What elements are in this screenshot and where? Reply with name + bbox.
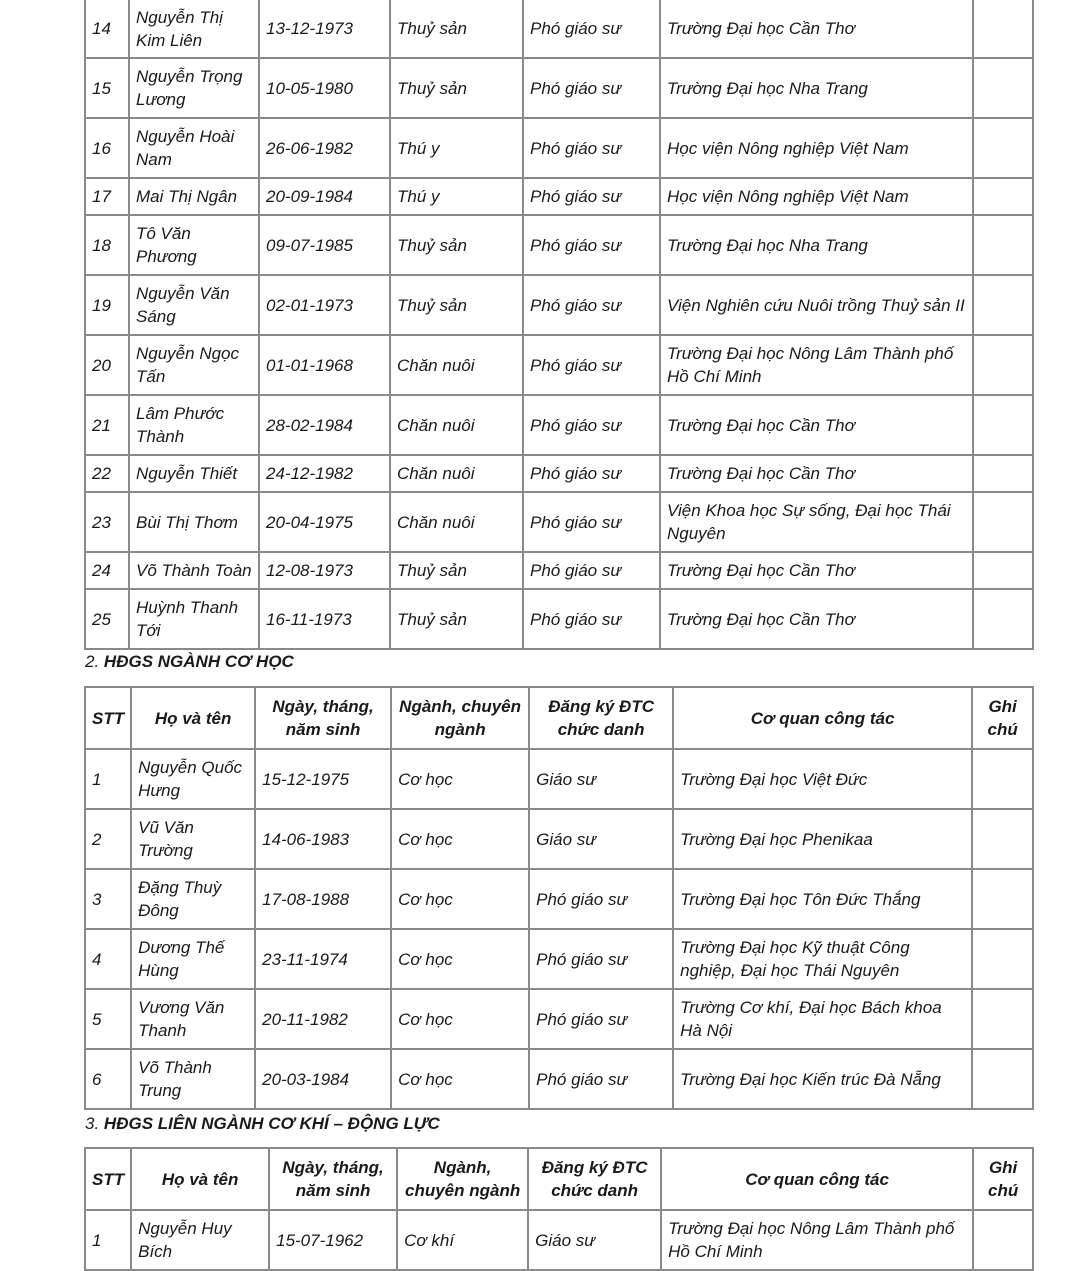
cell-workplace: Trường Đại học Kiến trúc Đà Nẵng bbox=[673, 1049, 972, 1109]
cell-workplace: Trường Đại học Cần Thơ bbox=[660, 589, 973, 649]
table-row bbox=[85, 178, 1033, 215]
cell-birth-date: 10-05-1980 bbox=[259, 58, 390, 118]
cell-note bbox=[972, 929, 1033, 989]
cell-note bbox=[973, 552, 1033, 589]
cell-workplace: Trường Cơ khí, Đại học Bách khoa Hà Nội bbox=[673, 989, 972, 1049]
co-khi-dong-luc-candidate-table bbox=[84, 1147, 1034, 1271]
header-row bbox=[85, 1148, 1033, 1210]
cell-birth-date: 20-04-1975 bbox=[259, 492, 390, 552]
cell-full-name: Nguyễn Quốc Hưng bbox=[131, 749, 255, 809]
cell-title: Phó giáo sư bbox=[523, 335, 660, 395]
table-row bbox=[85, 118, 1033, 178]
cell-birth-date: 13-12-1973 bbox=[259, 0, 390, 58]
cell-birth-date: 28-02-1984 bbox=[259, 395, 390, 455]
table-row bbox=[85, 809, 1033, 869]
cell-title: Phó giáo sư bbox=[529, 989, 673, 1049]
cell-stt: 25 bbox=[85, 589, 129, 649]
cell-stt: 4 bbox=[85, 929, 131, 989]
cell-full-name: Lâm Phước Thành bbox=[129, 395, 259, 455]
section-title: HĐGS NGÀNH CƠ HỌC bbox=[103, 652, 294, 671]
cell-workplace: Trường Đại học Phenikaa bbox=[673, 809, 972, 869]
cell-workplace: Trường Đại học Tôn Đức Thắng bbox=[673, 869, 972, 929]
cell-field: Chăn nuôi bbox=[390, 395, 523, 455]
cell-note bbox=[973, 58, 1033, 118]
cell-field: Cơ học bbox=[391, 989, 529, 1049]
cell-full-name: Nguyễn Huy Bích bbox=[131, 1210, 269, 1270]
column-header: STT bbox=[85, 1148, 131, 1210]
cell-field: Cơ học bbox=[391, 929, 529, 989]
cell-birth-date: 20-09-1984 bbox=[259, 178, 390, 215]
column-header: Họ và tên bbox=[131, 687, 255, 749]
table-row bbox=[85, 929, 1033, 989]
column-header: Ghi chú bbox=[973, 1148, 1033, 1210]
table-row bbox=[85, 335, 1033, 395]
cell-title: Phó giáo sư bbox=[523, 589, 660, 649]
cell-stt: 19 bbox=[85, 275, 129, 335]
column-header: STT bbox=[85, 687, 131, 749]
cell-stt: 2 bbox=[85, 809, 131, 869]
cell-full-name: Nguyễn Thiết bbox=[129, 455, 259, 492]
table-row bbox=[85, 1049, 1033, 1109]
header-row bbox=[85, 687, 1033, 749]
table-row bbox=[85, 275, 1033, 335]
cell-stt: 24 bbox=[85, 552, 129, 589]
cell-note bbox=[972, 809, 1033, 869]
cell-workplace: Trường Đại học Cần Thơ bbox=[660, 0, 973, 58]
section-title: HĐGS LIÊN NGÀNH CƠ KHÍ – ĐỘNG LỰC bbox=[103, 1114, 440, 1133]
cell-stt: 5 bbox=[85, 989, 131, 1049]
cell-title: Giáo sư bbox=[528, 1210, 661, 1270]
column-header: Ngày, tháng, năm sinh bbox=[269, 1148, 397, 1210]
cell-note bbox=[973, 0, 1033, 58]
table-row bbox=[85, 989, 1033, 1049]
cell-stt: 14 bbox=[85, 0, 129, 58]
cell-stt: 20 bbox=[85, 335, 129, 395]
cell-field: Thuỷ sản bbox=[390, 215, 523, 275]
section-number: 2. bbox=[85, 652, 100, 671]
cell-title: Phó giáo sư bbox=[523, 552, 660, 589]
cell-note bbox=[973, 395, 1033, 455]
cell-field: Chăn nuôi bbox=[390, 492, 523, 552]
cell-birth-date: 20-03-1984 bbox=[255, 1049, 391, 1109]
table-row bbox=[85, 749, 1033, 809]
table-row bbox=[85, 395, 1033, 455]
cell-workplace: Trường Đại học Nông Lâm Thành phố Hồ Chí Minh bbox=[660, 335, 973, 395]
cell-full-name: Nguyễn Hoài Nam bbox=[129, 118, 259, 178]
cell-field: Thuỷ sản bbox=[390, 0, 523, 58]
cell-title: Giáo sư bbox=[529, 809, 673, 869]
cell-full-name: Vương Văn Thanh bbox=[131, 989, 255, 1049]
cell-note bbox=[973, 215, 1033, 275]
table-row bbox=[85, 552, 1033, 589]
cell-note bbox=[973, 455, 1033, 492]
cell-workplace: Trường Đại học Việt Đức bbox=[673, 749, 972, 809]
column-header: Ngành, chuyên ngành bbox=[391, 687, 529, 749]
cell-field: Cơ học bbox=[391, 1049, 529, 1109]
cell-title: Phó giáo sư bbox=[523, 455, 660, 492]
candidate-table-continued bbox=[84, 0, 1034, 650]
column-header: Đăng ký ĐTC chức danh bbox=[528, 1148, 661, 1210]
cell-full-name: Võ Thành Trung bbox=[131, 1049, 255, 1109]
cell-note bbox=[973, 589, 1033, 649]
cell-full-name: Nguyễn Thị Kim Liên bbox=[129, 0, 259, 58]
cell-note bbox=[972, 1049, 1033, 1109]
cell-title: Phó giáo sư bbox=[523, 118, 660, 178]
cell-birth-date: 26-06-1982 bbox=[259, 118, 390, 178]
cell-workplace: Trường Đại học Cần Thơ bbox=[660, 395, 973, 455]
table-row bbox=[85, 455, 1033, 492]
table-row bbox=[85, 492, 1033, 552]
cell-birth-date: 09-07-1985 bbox=[259, 215, 390, 275]
table-header bbox=[85, 687, 1033, 749]
cell-note bbox=[972, 869, 1033, 929]
cell-full-name: Bùi Thị Thơm bbox=[129, 492, 259, 552]
column-header: Cơ quan công tác bbox=[661, 1148, 973, 1210]
cell-full-name: Vũ Văn Trường bbox=[131, 809, 255, 869]
cell-birth-date: 15-07-1962 bbox=[269, 1210, 397, 1270]
cell-note bbox=[972, 749, 1033, 809]
cell-note bbox=[973, 335, 1033, 395]
cell-full-name: Nguyễn Văn Sáng bbox=[129, 275, 259, 335]
cell-stt: 18 bbox=[85, 215, 129, 275]
table-row bbox=[85, 215, 1033, 275]
table-row bbox=[85, 589, 1033, 649]
cell-note bbox=[973, 118, 1033, 178]
cell-birth-date: 01-01-1968 bbox=[259, 335, 390, 395]
cell-birth-date: 24-12-1982 bbox=[259, 455, 390, 492]
cell-note bbox=[973, 492, 1033, 552]
cell-field: Thú y bbox=[390, 178, 523, 215]
cell-title: Phó giáo sư bbox=[523, 178, 660, 215]
cell-workplace: Học viện Nông nghiệp Việt Nam bbox=[660, 118, 973, 178]
cell-birth-date: 02-01-1973 bbox=[259, 275, 390, 335]
table-row bbox=[85, 869, 1033, 929]
cell-stt: 1 bbox=[85, 749, 131, 809]
cell-stt: 6 bbox=[85, 1049, 131, 1109]
table-body bbox=[85, 0, 1033, 649]
cell-field: Thuỷ sản bbox=[390, 275, 523, 335]
cell-note bbox=[973, 178, 1033, 215]
cell-birth-date: 15-12-1975 bbox=[255, 749, 391, 809]
cell-field: Thuỷ sản bbox=[390, 552, 523, 589]
cell-title: Phó giáo sư bbox=[529, 929, 673, 989]
cell-title: Phó giáo sư bbox=[523, 58, 660, 118]
cell-full-name: Võ Thành Toàn bbox=[129, 552, 259, 589]
cell-workplace: Trường Đại học Nha Trang bbox=[660, 215, 973, 275]
cell-note bbox=[973, 1210, 1033, 1270]
co-hoc-candidate-table bbox=[84, 686, 1034, 1110]
cell-birth-date: 14-06-1983 bbox=[255, 809, 391, 869]
cell-field: Chăn nuôi bbox=[390, 455, 523, 492]
cell-full-name: Nguyễn Trọng Lương bbox=[129, 58, 259, 118]
cell-note bbox=[973, 275, 1033, 335]
cell-full-name: Nguyễn Ngọc Tấn bbox=[129, 335, 259, 395]
cell-workplace: Trường Đại học Cần Thơ bbox=[660, 455, 973, 492]
table-header bbox=[85, 1148, 1033, 1210]
column-header: Ngày, tháng, năm sinh bbox=[255, 687, 391, 749]
cell-workplace: Trường Đại học Kỹ thuật Công nghiệp, Đại học Thái Nguyên bbox=[673, 929, 972, 989]
cell-stt: 16 bbox=[85, 118, 129, 178]
cell-full-name: Dương Thế Hùng bbox=[131, 929, 255, 989]
table-row bbox=[85, 1210, 1033, 1270]
cell-full-name: Mai Thị Ngân bbox=[129, 178, 259, 215]
cell-stt: 3 bbox=[85, 869, 131, 929]
cell-full-name: Đặng Thuỳ Đông bbox=[131, 869, 255, 929]
cell-field: Thuỷ sản bbox=[390, 589, 523, 649]
section-heading-co-hoc bbox=[85, 652, 294, 672]
cell-note bbox=[972, 989, 1033, 1049]
cell-field: Cơ học bbox=[391, 869, 529, 929]
column-header: Ngành, chuyên ngành bbox=[397, 1148, 528, 1210]
cell-birth-date: 23-11-1974 bbox=[255, 929, 391, 989]
cell-stt: 17 bbox=[85, 178, 129, 215]
cell-workplace: Trường Đại học Nha Trang bbox=[660, 58, 973, 118]
cell-title: Phó giáo sư bbox=[523, 0, 660, 58]
column-header: Ghi chú bbox=[972, 687, 1033, 749]
cell-stt: 23 bbox=[85, 492, 129, 552]
cell-title: Giáo sư bbox=[529, 749, 673, 809]
table-row bbox=[85, 0, 1033, 58]
cell-field: Chăn nuôi bbox=[390, 335, 523, 395]
cell-title: Phó giáo sư bbox=[529, 1049, 673, 1109]
section-heading-co-khi-dong-luc bbox=[85, 1114, 440, 1134]
cell-stt: 22 bbox=[85, 455, 129, 492]
cell-workplace: Viện Khoa học Sự sống, Đại học Thái Nguyên bbox=[660, 492, 973, 552]
cell-stt: 15 bbox=[85, 58, 129, 118]
cell-title: Phó giáo sư bbox=[523, 215, 660, 275]
cell-title: Phó giáo sư bbox=[523, 492, 660, 552]
section-number: 3. bbox=[85, 1114, 100, 1133]
cell-birth-date: 12-08-1973 bbox=[259, 552, 390, 589]
cell-workplace: Trường Đại học Nông Lâm Thành phố Hồ Chí Minh bbox=[661, 1210, 973, 1270]
cell-field: Thú y bbox=[390, 118, 523, 178]
cell-birth-date: 17-08-1988 bbox=[255, 869, 391, 929]
cell-workplace: Viện Nghiên cứu Nuôi trồng Thuỷ sản II bbox=[660, 275, 973, 335]
cell-title: Phó giáo sư bbox=[529, 869, 673, 929]
cell-full-name: Tô Văn Phương bbox=[129, 215, 259, 275]
column-header: Đăng ký ĐTC chức danh bbox=[529, 687, 673, 749]
cell-stt: 21 bbox=[85, 395, 129, 455]
cell-field: Cơ học bbox=[391, 809, 529, 869]
cell-field: Thuỷ sản bbox=[390, 58, 523, 118]
column-header: Họ và tên bbox=[131, 1148, 269, 1210]
table-body bbox=[85, 1210, 1033, 1270]
cell-workplace: Học viện Nông nghiệp Việt Nam bbox=[660, 178, 973, 215]
cell-full-name: Huỳnh Thanh Tới bbox=[129, 589, 259, 649]
table-row bbox=[85, 58, 1033, 118]
cell-field: Cơ khí bbox=[397, 1210, 528, 1270]
cell-birth-date: 20-11-1982 bbox=[255, 989, 391, 1049]
column-header: Cơ quan công tác bbox=[673, 687, 972, 749]
cell-stt: 1 bbox=[85, 1210, 131, 1270]
cell-birth-date: 16-11-1973 bbox=[259, 589, 390, 649]
table-body bbox=[85, 749, 1033, 1109]
cell-title: Phó giáo sư bbox=[523, 395, 660, 455]
cell-workplace: Trường Đại học Cần Thơ bbox=[660, 552, 973, 589]
cell-field: Cơ học bbox=[391, 749, 529, 809]
cell-title: Phó giáo sư bbox=[523, 275, 660, 335]
